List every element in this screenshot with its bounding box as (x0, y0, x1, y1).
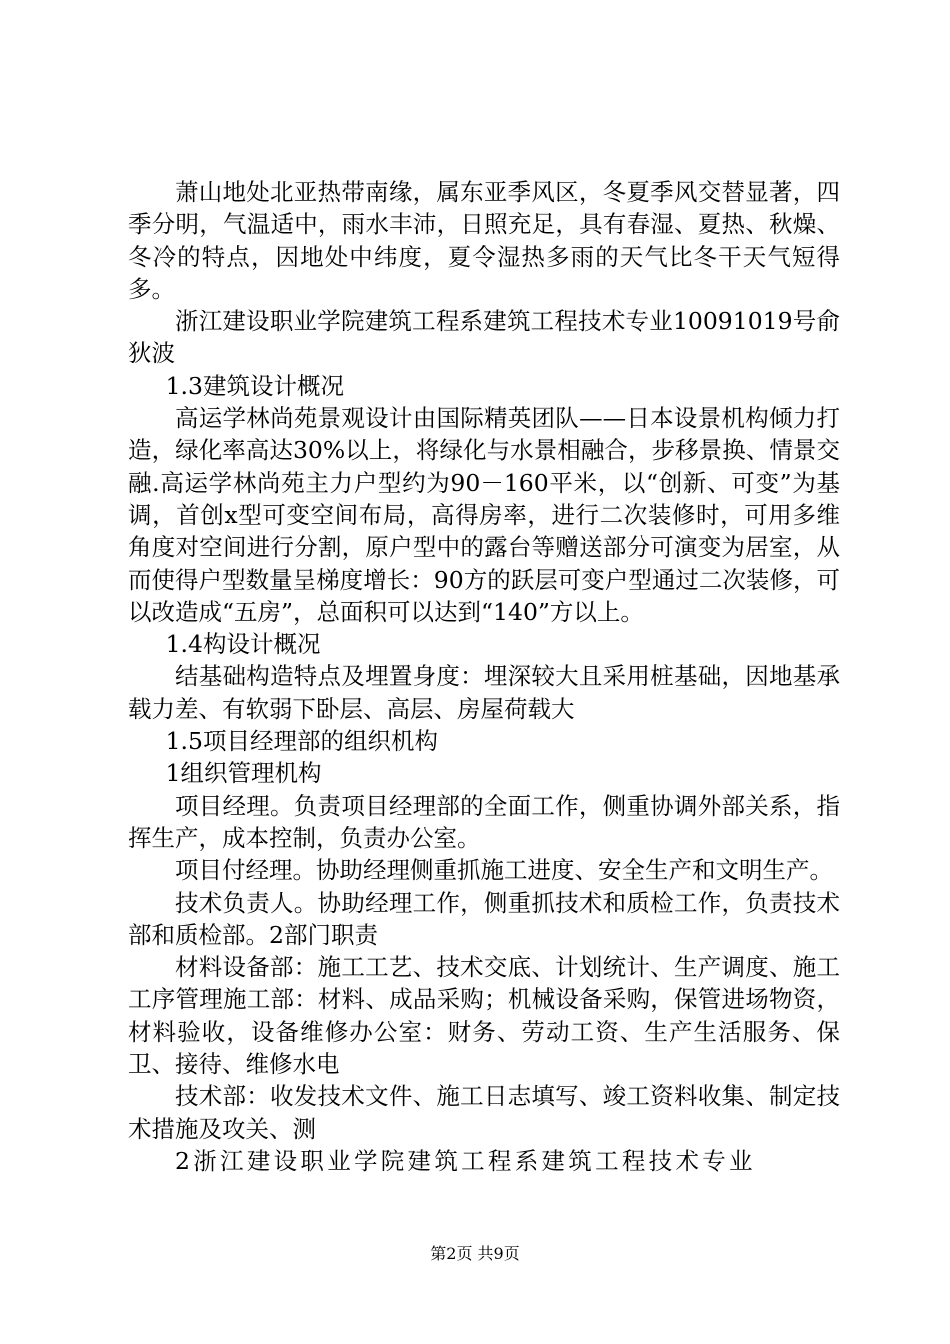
paragraph-project-manager: 项目经理。负责项目经理部的全面工作，侧重协调外部关系，指挥生产，成本控制，负责办公室。 (128, 791, 840, 852)
paragraph-foundation: 结基础构造特点及埋置身度：埋深较大且采用桩基础，因地基承载力差、有软弱下卧层、高层、房屋荷载大 (128, 662, 840, 723)
paragraph-technical-dept: 技术部：收发技术文件、施工日志填写、竣工资料收集、制定技术措施及攻关、测 (128, 1082, 840, 1143)
heading-1-4: 1.4构设计概况 (165, 630, 321, 659)
heading-1-3: 1.3建筑设计概况 (165, 371, 344, 400)
paragraph-school-footer-line: 2浙江建设职业学院建筑工程系建筑工程技术专业 (175, 1146, 756, 1175)
paragraph-technical-lead: 技术负责人。协助经理工作，侧重抓技术和质检工作，负责技术部和质检部。2部门职责 (128, 888, 840, 949)
document-body (128, 176, 840, 1177)
page-footer (0, 1244, 950, 1264)
paragraph-deputy-manager: 项目付经理。协助经理侧重抓施工进度、安全生产和文明生产。 (175, 856, 833, 885)
heading-1-5: 1.5项目经理部的组织机构 (165, 727, 438, 756)
paragraph-student-info: 浙江建设职业学院建筑工程系建筑工程技术专业10091019号俞狄波 (128, 307, 840, 368)
paragraph-materials-dept: 材料设备部：施工工艺、技术交底、计划统计、生产调度、施工工序管理施工部：材料、成品采购；机械设备采购，保管进场物资，材料验收，设备维修办公室：财务、劳动工资、生产生活服务、保卫、接待、维修水电 (128, 953, 840, 1079)
heading-org-structure: 1组织管理机构 (165, 759, 322, 788)
paragraph-climate: 萧山地处北亚热带南缘，属东亚季风区，冬夏季风交替显著，四季分明，气温适中，雨水丰沛，日照充足，具有春湿、夏热、秋燥、冬冷的特点，因地处中纬度，夏令湿热多雨的天气比冬干天气短得多。 (128, 178, 840, 303)
paragraph-design-overview: 高运学林尚苑景观设计由国际精英团队——日本设景机构倾力打造，绿化率高达30%以上，将绿化与水景相融合，步移景换、情景交融.高运学林尚苑主力户型约为90－160平米，以“创新、可变”为基调，首创x型可变空间布局，高得房率，进行二次装修时，可用多维角度对空间进行分割，原户型中的露台等赠送部分可演变为居室，从而使得户型数量呈梯度增长：90方的跃层可变户型通过二次装修，可以改造成“五房”，总面积可以达到“140”方以上。 (128, 404, 840, 626)
page-number: 第2页 共9页 (430, 1244, 520, 1263)
